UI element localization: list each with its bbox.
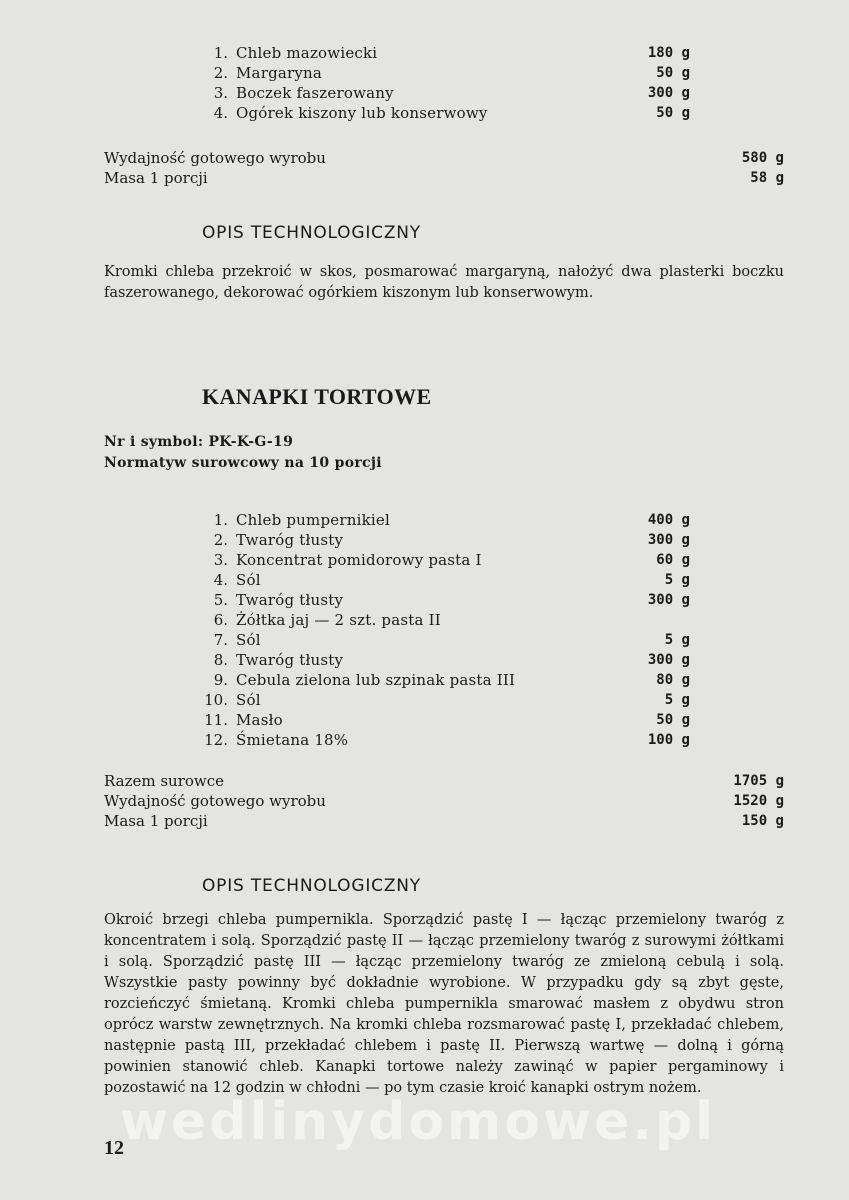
- ingredient-number: 8.: [213, 651, 228, 669]
- ingredient-quantity: 100 g: [647, 732, 690, 748]
- ingredient-row: [200, 650, 690, 670]
- ingredient-quantity: 300 g: [647, 85, 690, 101]
- ingredient-quantity: 400 g: [647, 512, 690, 528]
- ingredient-name: Chleb pumpernikiel: [236, 511, 390, 529]
- ingredient-number: 9.: [213, 671, 228, 689]
- ingredient-name: Koncentrat pomidorowy pasta I: [236, 551, 482, 569]
- ingredient-number: 5.: [213, 591, 228, 609]
- ingredient-quantity: 80 g: [656, 672, 690, 688]
- opis-text-kanapki: Okroić brzegi chleba pumpernikla. Sporządzić pastę I — łącząc przemielony twaróg z koncentratem i solą. Sporządzić pastę II — łącząc przemielony twaróg z surowymi żółtkami i solą. Sporządzić pastę III — łącząc przemielony twaróg ze zmieloną cebulą i solą. Wszystkie pasty powinny być dokładnie wyrobione. W przypadku gdy są zbyt gęste, rozcieńczyć śmietaną. Kromki chleba pumpernikla smarować masłem z obydwu stron oprócz warstw zewnętrznych. Na kromki chleba rozsmarować pastę I, przekładać chlebem, następnie pastą III, przekładać chlebem i pastę II. Pierwszą wartwę — dolną i górną powinien stanowić chleb. Kanapki tortowe należy zawinąć w papier pergaminowy i pozostawić na 12 godzin w chłodni — po tym czasie kroić kanapki ostrym nożem.: [104, 912, 784, 1096]
- ingredient-name: Boczek faszerowany: [236, 84, 394, 102]
- ingredient-name: Twaróg tłusty: [236, 531, 344, 549]
- summary-label: Razem surowce: [104, 772, 225, 790]
- ingredient-name: Śmietana 18%: [236, 731, 349, 749]
- top-summary-list: [104, 148, 784, 188]
- ingredient-number: 4.: [213, 571, 228, 589]
- ingredient-row: [200, 530, 690, 550]
- page-number: 12: [104, 1137, 124, 1159]
- ingredient-quantity: 50 g: [656, 105, 690, 121]
- kanapki-summary-list: [104, 771, 784, 831]
- ingredient-quantity: [610, 610, 690, 630]
- ingredient-number: 3.: [213, 551, 228, 569]
- ingredient-row: [200, 43, 690, 63]
- dish-title: KANAPKI TORTOWE: [202, 384, 432, 409]
- opis-heading-kanapki: OPIS TECHNOLOGICZNY: [202, 876, 421, 896]
- summary-row: [104, 168, 784, 188]
- ingredient-name: Ogórek kiszony lub konserwowy: [236, 104, 488, 122]
- ingredient-number: 10.: [204, 691, 228, 709]
- ingredient-quantity: 300 g: [647, 592, 690, 608]
- summary-row: [104, 148, 784, 168]
- ingredient-name: Twaróg tłusty: [236, 591, 344, 609]
- ingredient-number: 2.: [213, 531, 228, 549]
- ingredient-name: Masło: [236, 711, 283, 729]
- ingredient-number: 7.: [213, 631, 228, 649]
- summary-row: [104, 771, 784, 791]
- ingredient-name: Sól: [236, 631, 261, 649]
- kanapki-ingredient-list: [200, 510, 690, 750]
- summary-value: 1705 g: [733, 773, 784, 789]
- ingredient-row: [200, 690, 690, 710]
- ingredient-name: Twaróg tłusty: [236, 651, 344, 669]
- ingredient-quantity: 60 g: [656, 552, 690, 568]
- ingredient-row: [200, 630, 690, 650]
- summary-value: 580 g: [741, 150, 784, 166]
- ingredient-name: Żółtka jaj — 2 szt. pasta II: [236, 611, 441, 629]
- summary-label: Wydajność gotowego wyrobu: [104, 792, 326, 810]
- summary-label: Masa 1 porcji: [104, 169, 208, 187]
- ingredient-quantity: 300 g: [647, 652, 690, 668]
- ingredient-number: 6.: [213, 611, 228, 629]
- summary-value: 58 g: [750, 170, 784, 186]
- ingredient-row: [200, 610, 690, 630]
- ingredient-number: 1.: [213, 44, 228, 62]
- ingredient-quantity: 50 g: [656, 65, 690, 81]
- ingredient-name: Sól: [236, 571, 261, 589]
- summary-value: 1520 g: [733, 793, 784, 809]
- opis-text-top: Kromki chleba przekroić w skos, posmarować margaryną, nałożyć dwa plasterki boczku faszerowanego, dekorować ogórkiem kiszonym lub konserwowym.: [104, 264, 784, 301]
- ingredient-quantity: 5 g: [664, 572, 690, 588]
- ingredient-number: 3.: [213, 84, 228, 102]
- ingredient-row: [200, 550, 690, 570]
- ingredient-quantity: 5 g: [664, 632, 690, 648]
- ingredient-row: [200, 103, 690, 123]
- watermark: wedlinydomowe.pl: [120, 1092, 717, 1152]
- ingredient-name: Sól: [236, 691, 261, 709]
- ingredient-number: 12.: [204, 731, 228, 749]
- ingredient-number: 11.: [204, 711, 228, 729]
- top-ingredient-list: [200, 43, 690, 123]
- opis-heading-top: OPIS TECHNOLOGICZNY: [202, 223, 421, 243]
- summary-label: Wydajność gotowego wyrobu: [104, 149, 326, 167]
- ingredient-row: [200, 590, 690, 610]
- ingredient-row: [200, 670, 690, 690]
- ingredient-number: 2.: [213, 64, 228, 82]
- ingredient-quantity: 50 g: [656, 712, 690, 728]
- ingredient-row: [200, 570, 690, 590]
- ingredient-row: [200, 510, 690, 530]
- summary-label: Masa 1 porcji: [104, 812, 208, 830]
- recipe-normatyw: Normatyw surowcowy na 10 porcji: [104, 455, 382, 471]
- ingredient-row: [200, 710, 690, 730]
- ingredient-row: [200, 730, 690, 750]
- ingredient-quantity: 180 g: [647, 45, 690, 61]
- ingredient-name: Cebula zielona lub szpinak pasta III: [236, 671, 516, 689]
- ingredient-name: Chleb mazowiecki: [236, 44, 378, 62]
- recipe-symbol: Nr i symbol: PK-K-G-19: [104, 434, 294, 450]
- ingredient-quantity: 5 g: [664, 692, 690, 708]
- ingredient-row: [200, 83, 690, 103]
- ingredient-number: 4.: [213, 104, 228, 122]
- summary-value: 150 g: [741, 813, 784, 829]
- summary-row: [104, 811, 784, 831]
- ingredient-quantity: 300 g: [647, 532, 690, 548]
- ingredient-number: 1.: [213, 511, 228, 529]
- ingredient-row: [200, 63, 690, 83]
- summary-row: [104, 791, 784, 811]
- ingredient-name: Margaryna: [236, 64, 323, 82]
